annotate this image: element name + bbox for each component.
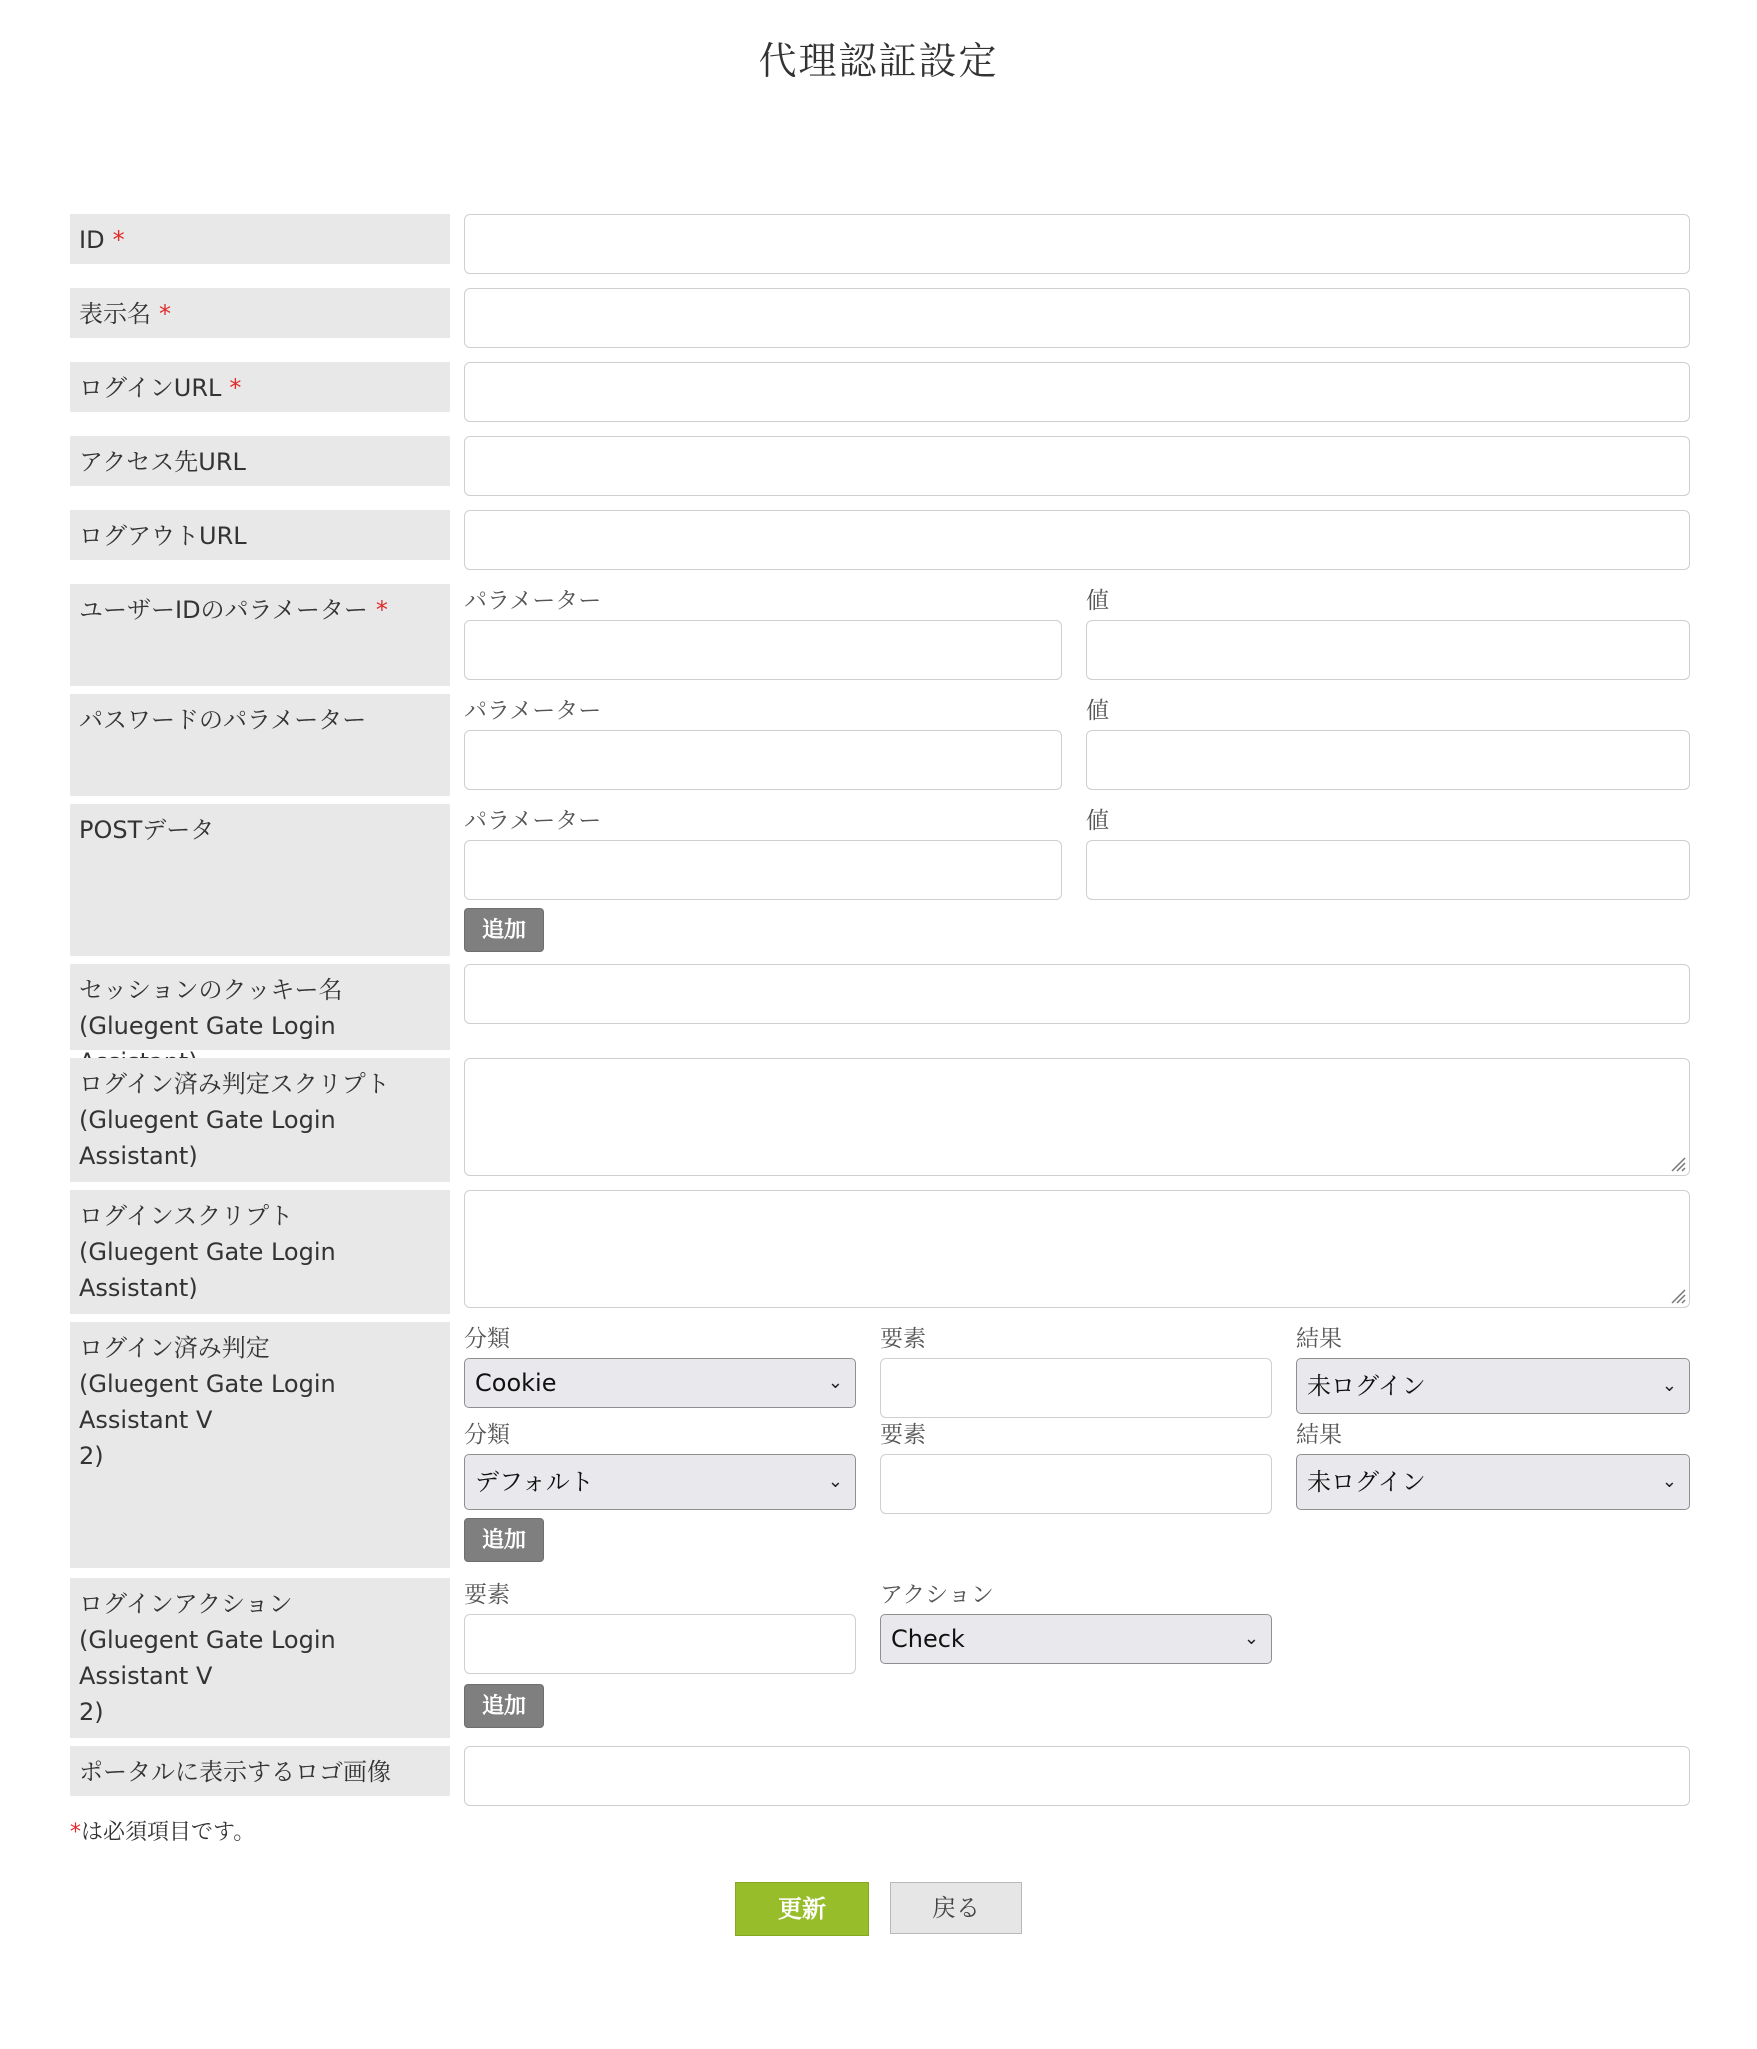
result-select[interactable]: 未ログイン ⌄: [1296, 1454, 1690, 1510]
result-select[interactable]: 未ログイン ⌄: [1296, 1358, 1690, 1414]
row-logged-in-script: [70, 1058, 1690, 1182]
chevron-down-icon: ⌄: [1243, 1628, 1259, 1649]
login-url-input[interactable]: [464, 362, 1690, 422]
update-button[interactable]: 更新: [735, 1882, 869, 1936]
row-post-data: [70, 804, 1690, 956]
element-label: 要素: [880, 1422, 926, 1448]
login-script-textarea[interactable]: [464, 1190, 1690, 1308]
login-action-element-input[interactable]: [464, 1614, 856, 1674]
password-param-input[interactable]: [464, 730, 1062, 790]
category-select[interactable]: Cookie ⌄: [464, 1358, 856, 1408]
value-label: 値: [1086, 588, 1109, 614]
post-param-input[interactable]: [464, 840, 1062, 900]
element-input[interactable]: [880, 1358, 1272, 1418]
row-userid-param: [70, 584, 1690, 686]
field-label-display-name: 表示名 *: [70, 288, 450, 338]
result-label: 結果: [1296, 1326, 1342, 1352]
field-label-post-data: POSTデータ: [70, 804, 450, 956]
required-note: *は必須項目です。: [70, 1820, 256, 1845]
id-input[interactable]: [464, 214, 1690, 274]
required-mark: *: [70, 1820, 81, 1845]
logged-in-script-textarea[interactable]: [464, 1058, 1690, 1176]
userid-value-input[interactable]: [1086, 620, 1690, 680]
field-label-logged-in-check: ログイン済み判定 (Gluegent Gate Login Assistant V 2): [70, 1322, 450, 1568]
row-display-name: [70, 288, 1690, 338]
result-label: 結果: [1296, 1422, 1342, 1448]
value-label: 値: [1086, 698, 1109, 724]
required-mark: *: [159, 300, 171, 328]
category-label: 分類: [464, 1422, 510, 1448]
required-mark: *: [375, 596, 388, 624]
field-label-portal-logo: ポータルに表示するロゴ画像: [70, 1746, 450, 1796]
chevron-down-icon: ⌄: [1661, 1375, 1677, 1396]
element-label: 要素: [880, 1326, 926, 1352]
row-login-script: [70, 1190, 1690, 1314]
field-label-logout-url: ログアウトURL: [70, 510, 450, 560]
action-select[interactable]: Check ⌄: [880, 1614, 1272, 1664]
required-mark: *: [112, 226, 125, 254]
page-title: 代理認証設定: [758, 39, 999, 83]
chevron-down-icon: ⌄: [827, 1471, 843, 1492]
row-password-param: [70, 694, 1690, 796]
field-label-id: ID *: [70, 214, 450, 264]
element-label: 要素: [464, 1582, 510, 1608]
logout-url-input[interactable]: [464, 510, 1690, 570]
action-label: アクション: [880, 1582, 994, 1608]
row-login-url: [70, 362, 1690, 412]
param-label: パラメーター: [464, 698, 602, 724]
login-action-add-button[interactable]: 追加: [464, 1684, 544, 1728]
access-url-input[interactable]: [464, 436, 1690, 496]
userid-param-input[interactable]: [464, 620, 1062, 680]
element-input[interactable]: [880, 1454, 1272, 1514]
row-access-url: [70, 436, 1690, 486]
field-label-login-script: ログインスクリプト (Gluegent Gate Login Assistant): [70, 1190, 450, 1314]
field-label-logged-in-script: ログイン済み判定スクリプト (Gluegent Gate Login Assistant): [70, 1058, 450, 1182]
row-login-action: [70, 1578, 1690, 1738]
field-label-access-url: アクセス先URL: [70, 436, 450, 486]
logged-in-check-add-button[interactable]: 追加: [464, 1518, 544, 1562]
field-label-login-url: ログインURL *: [70, 362, 450, 412]
chevron-down-icon: ⌄: [1661, 1471, 1677, 1492]
back-button[interactable]: 戻る: [890, 1882, 1022, 1934]
row-portal-logo: [70, 1746, 1690, 1796]
portal-logo-input[interactable]: [464, 1746, 1690, 1806]
resize-handle-icon[interactable]: [1668, 1286, 1686, 1304]
field-label-userid-param: ユーザーIDのパラメーター *: [70, 584, 450, 686]
row-id: [70, 214, 1690, 264]
category-select[interactable]: デフォルト ⌄: [464, 1454, 856, 1510]
session-cookie-input[interactable]: [464, 964, 1690, 1024]
post-data-add-button[interactable]: 追加: [464, 908, 544, 952]
row-logged-in-check: [70, 1322, 1690, 1568]
required-mark: *: [229, 374, 242, 402]
row-session-cookie: [70, 964, 1690, 1050]
param-label: パラメーター: [464, 588, 602, 614]
resize-handle-icon[interactable]: [1668, 1154, 1686, 1172]
field-label-session-cookie: セッションのクッキー名 (Gluegent Gate Login: [70, 964, 450, 1050]
password-value-input[interactable]: [1086, 730, 1690, 790]
category-label: 分類: [464, 1326, 510, 1352]
field-label-password-param: パスワードのパラメーター: [70, 694, 450, 796]
display-name-input[interactable]: [464, 288, 1690, 348]
post-value-input[interactable]: [1086, 840, 1690, 900]
chevron-down-icon: ⌄: [827, 1372, 843, 1393]
field-label-login-action: ログインアクション (Gluegent Gate Login Assistant V 2): [70, 1578, 450, 1738]
row-logout-url: [70, 510, 1690, 560]
param-label: パラメーター: [464, 808, 602, 834]
value-label: 値: [1086, 808, 1109, 834]
